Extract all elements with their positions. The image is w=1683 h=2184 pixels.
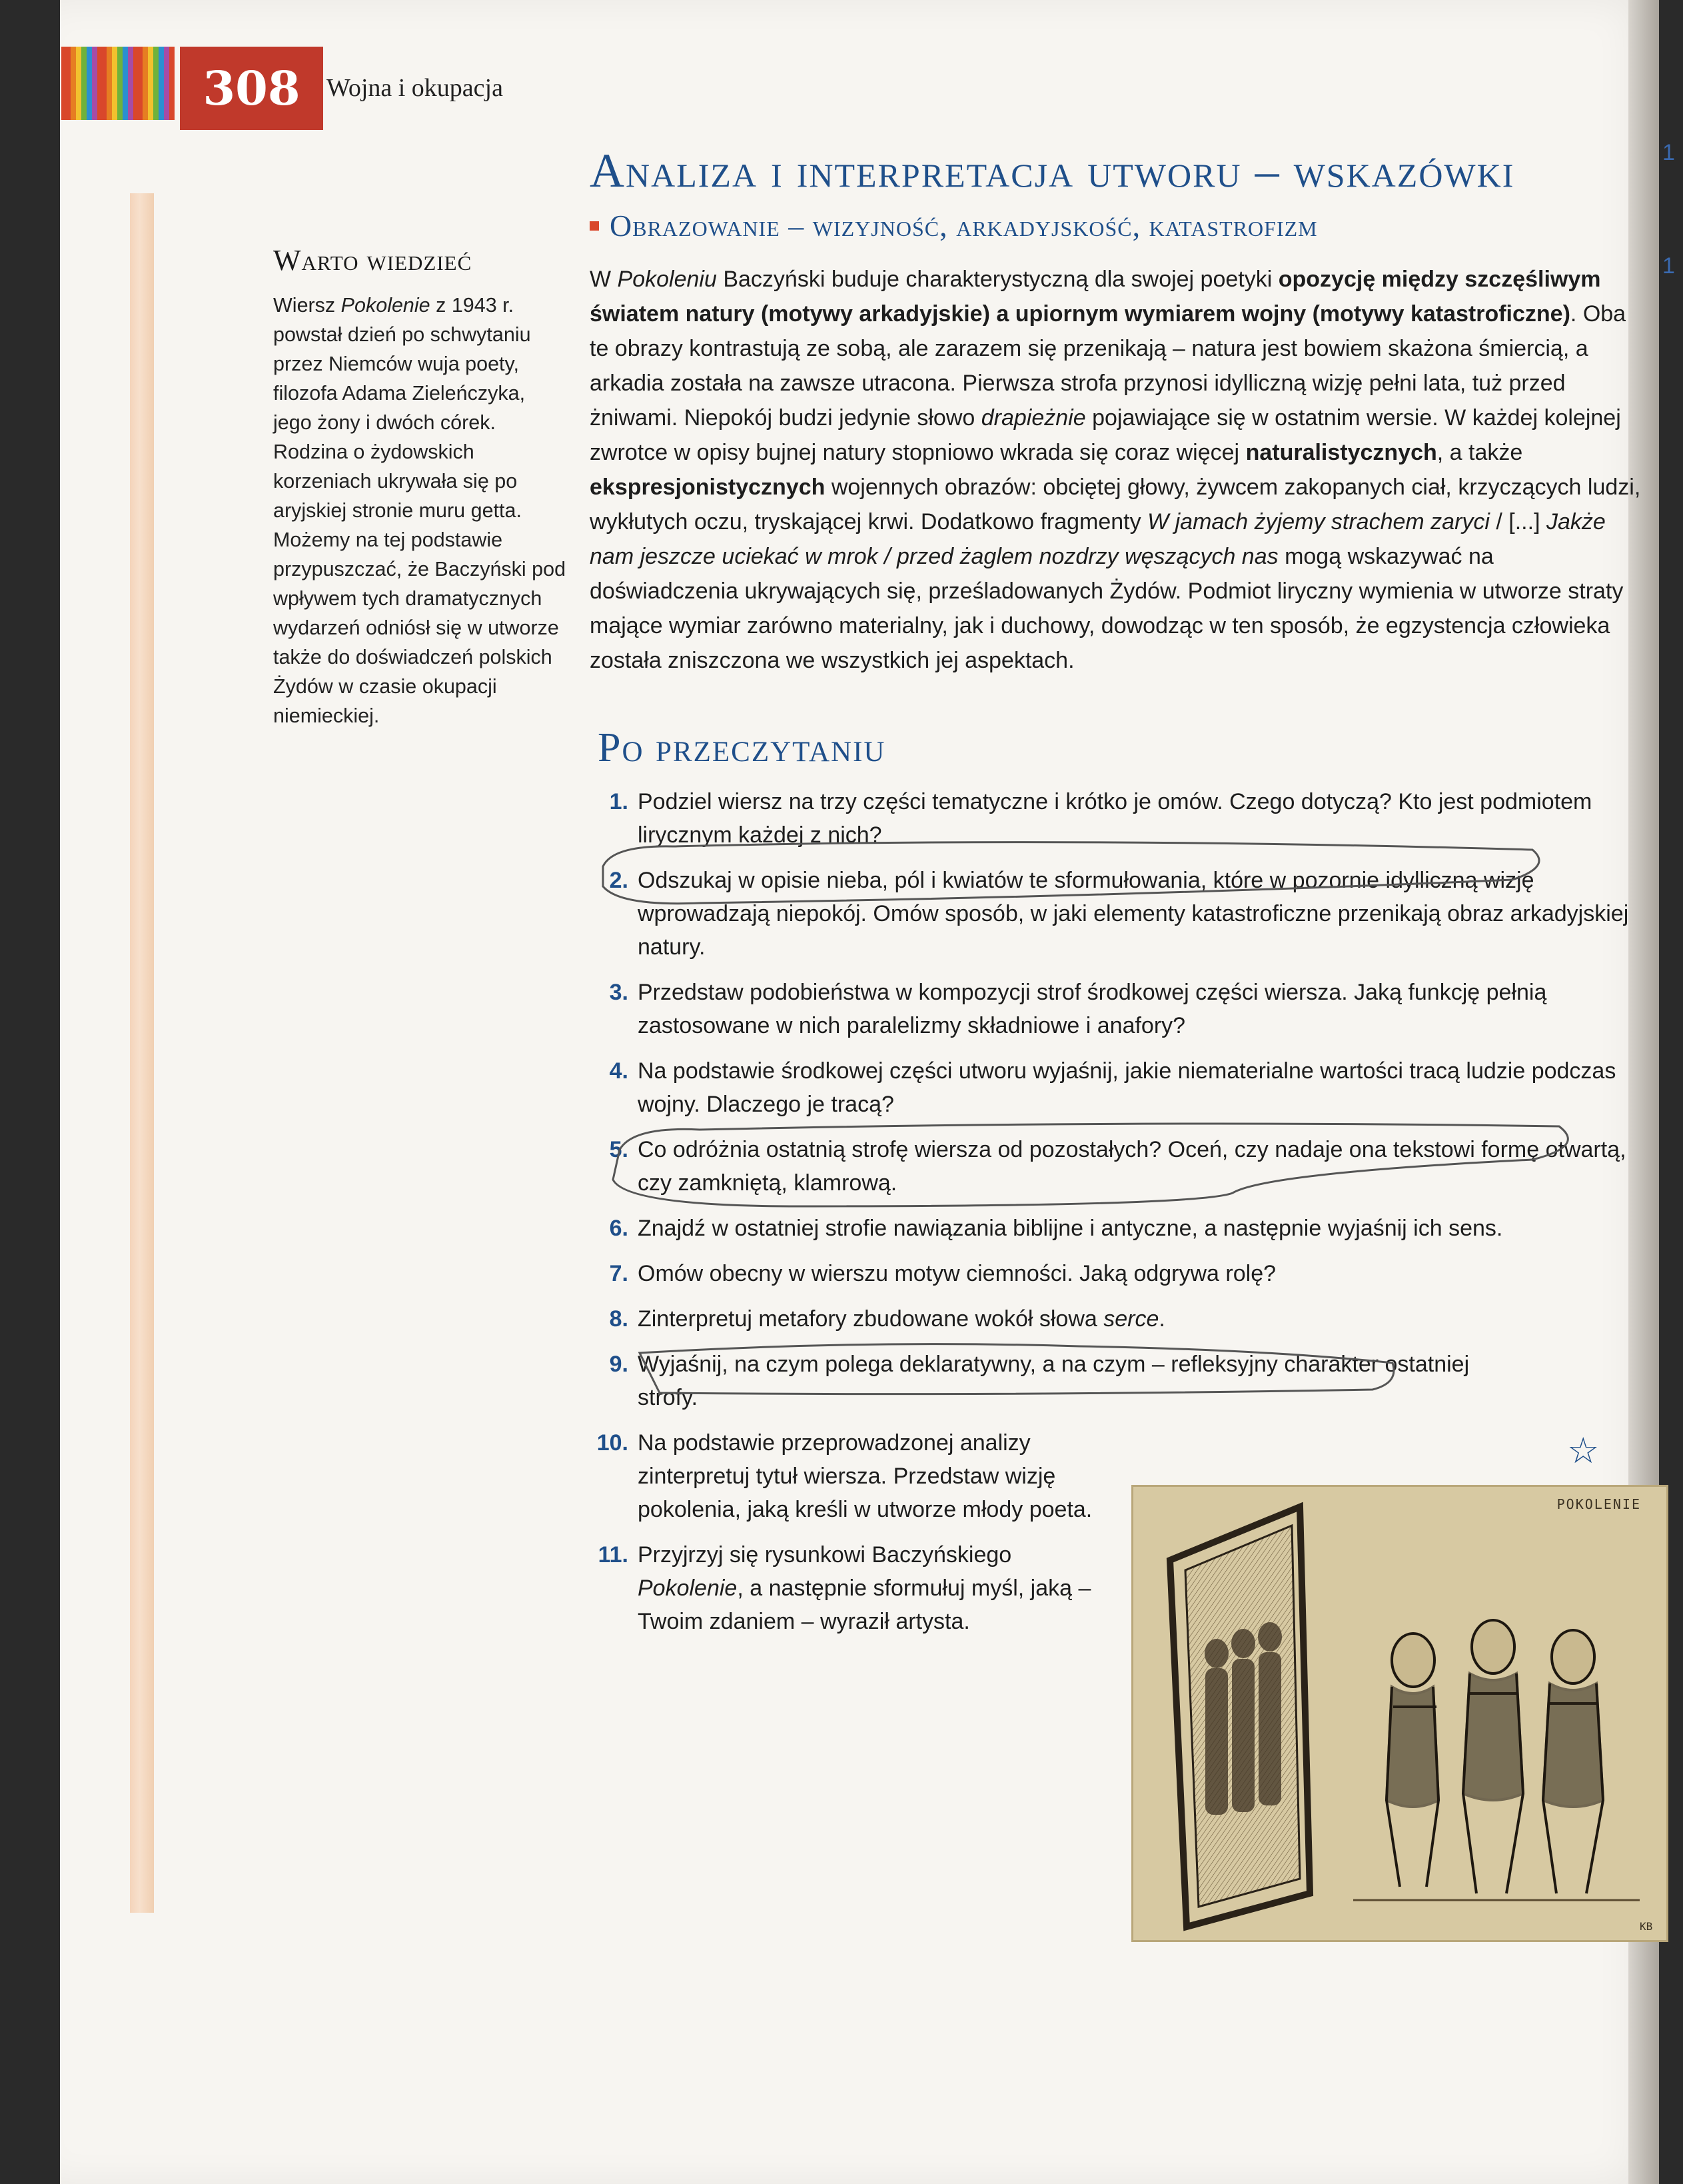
- mirror-reflection-figures: [1205, 1622, 1282, 1815]
- three-young-men: [1387, 1620, 1603, 1893]
- question-item: 1. Podziel wiersz na trzy części tematyczne i krótko je omów. Czego dotyczą? Kto jest podmiotem lirycznym każdej z nich?: [609, 789, 1592, 848]
- question-item: 11. Przyjrzyj się rysunkowi Baczyńskiego Pokolenie, a następnie sformułuj myśl, jaką – Twoim zdaniem – wyraził artysta.: [598, 1542, 1091, 1634]
- drawing-illustration: [1133, 1487, 1666, 1940]
- drawing-caption: POKOLENIE: [1556, 1496, 1641, 1512]
- running-head: Wojna i okupacja: [326, 74, 503, 102]
- color-tab-stripes: [61, 47, 175, 120]
- section-subheading: Obrazowanie – wizyjność, arkadyjskość, katastrofizm: [590, 208, 1642, 243]
- analysis-paragraph: W Pokoleniu Baczyński buduje charakterystyczną dla swojej poetyki opozycję między szczęśliwym światem natury (motywy arkadyjskie) a upiornym wymiarem wojny (motywy katastroficzne). Oba te obrazy kontrastują ze sobą, ale zarazem się przenikają – natura jest bowiem skażona śmiercią, a arkadia została na zawsze utracona. Pierwsza strofa przynosi idylliczną wizję pełni lata, tuż przed żniwami. Niepokój budzi jedynie słowo drapieżnie pojawiające się w ostatnim wersie. W każdej kolejnej zwrotce w opisy bujnej natury stopniowo wkrada się coraz więcej naturalistycznych, a także ekspresjonistycznych wojennych obrazów: obciętej głowy, żywcem zakopanych ciał, krzyczących ludzi, wykłutych oczu, tryskającej krwi. Dodatkowo fragmenty W jamach żyjemy strachem zaryci / [...] Jakże nam jeszcze uciekać w mrok / przed żaglem nozdrzy węszących nas mogą wskazywać na doświadczenia ukrywających się, prześladowanych Żydów. Podmiot liryczny wymienia w utworze straty mające wymiar zarówno materialny, jak i duchowy, dowodząc w ten sposób, że egzystencja człowieka została zniszczona we wszystkich jej aspektach.: [590, 267, 1641, 673]
- facing-page-fragment: 1: [1662, 140, 1675, 165]
- sidebar-text: Wiersz Pokolenie z 1943 r. powstał dzień po schwytaniu przez Niemców wuja poety, filozofa Adama Zieleńczyka, jego żony i dwóch córek. Rodzina o żydowskich korzeniach ukrywała się po aryjskiej stronie muru getta. Możemy na tej podstawie przypuszczać, że Baczyński pod wpływem tych dramatycznych wydarzeń odniósł się w utworze także do doświadczeń polskich Żydów w czasie okupacji niemieckiej.: [273, 294, 566, 727]
- square-bullet-icon: [590, 221, 599, 231]
- star-outline-icon: ☆: [1567, 1431, 1600, 1471]
- question-item: 6. Znajdź w ostatniej strofie nawiązania biblijne i antyczne, a następnie wyjaśnij ich sens.: [609, 1216, 1503, 1241]
- main-column: [590, 143, 1642, 1650]
- question-item: 4. Na podstawie środkowej części utworu wyjaśnij, jakie niematerialne wartości tracą ludzie podczas wojny. Dlaczego je tracą?: [609, 1058, 1616, 1117]
- question-item: 7. Omów obecny w wierszu motyw ciemności. Jaką odgrywa rolę?: [609, 1261, 1277, 1286]
- page-number: 308: [180, 47, 323, 130]
- section-heading: Analiza i interpretacja utworu – wskazówki: [590, 144, 1515, 197]
- sidebar-title: Warto wiedzieć: [273, 244, 472, 277]
- questions-heading: Po przeczytaniu: [598, 725, 886, 770]
- question-item: 5. Co odróżnia ostatnią strofę wiersza od pozostałych? Oceń, czy nadaje ona tekstowi formę otwartą, czy zamkniętą, klamrową.: [609, 1137, 1626, 1196]
- question-item: 2. Odszukaj w opisie nieba, pól i kwiatów te sformułowania, które w pozornie idylliczną wizję wprowadzają niepokój. Omów sposób, w jaki elementy katastroficzne przenikają obraz arkadyjskiej natury.: [609, 868, 1629, 960]
- question-item: 10. Na podstawie przeprowadzonej analizy zinterpretuj tytuł wiersza. Przedstaw wizję pokolenia, jaką kreśli w utworze młody poeta.: [596, 1430, 1093, 1522]
- question-item: 8. Zinterpretuj metafory zbudowane wokół słowa serce.: [609, 1306, 1165, 1332]
- sidebar-box: [273, 243, 566, 730]
- page-gutter-stripe: [130, 193, 154, 1913]
- facing-page-fragment: 1: [1662, 253, 1675, 279]
- question-item: 3. Przedstaw podobieństwa w kompozycji strof środkowej części wiersza. Jaką funkcję pełnią zastosowane w nich paralelizmy składniowe i anafory?: [609, 980, 1547, 1038]
- question-item: 9. Wyjaśnij, na czym polega deklaratywny, a na czym – refleksyjny charakter ostatniej strofy.: [609, 1352, 1470, 1410]
- artist-signature: KB: [1640, 1920, 1653, 1933]
- pokolenie-drawing: [1131, 1485, 1668, 1942]
